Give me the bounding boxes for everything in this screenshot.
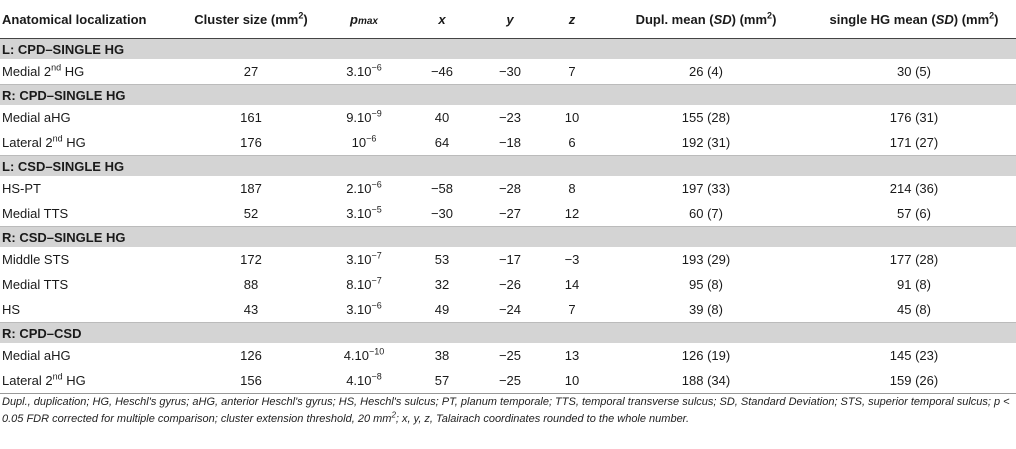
cell-cluster-size: 161 bbox=[240, 110, 262, 125]
cell-dupl-mean: 26 (4) bbox=[689, 64, 723, 79]
cell-y: −18 bbox=[498, 135, 522, 150]
cell-dupl-mean: 155 (28) bbox=[681, 110, 731, 125]
section-title: L: CPD–SINGLE HG bbox=[0, 39, 1016, 60]
cell-y: −25 bbox=[498, 348, 522, 363]
cell-z: 10 bbox=[564, 110, 580, 125]
section-title: L: CSD–SINGLE HG bbox=[0, 156, 1016, 177]
cell-z: 8 bbox=[568, 181, 576, 196]
cell-localization: Medial TTS bbox=[2, 277, 69, 292]
cell-localization: Medial TTS bbox=[2, 206, 69, 221]
cell-pmax: $10^{-6}$ bbox=[351, 133, 377, 150]
cell-x: 49 bbox=[434, 302, 450, 317]
cell-z: 7 bbox=[568, 302, 576, 317]
cell-single-hg-mean: 171 (27) bbox=[889, 135, 939, 150]
cell-cluster-size: 88 bbox=[243, 277, 259, 292]
cell-dupl-mean: 193 (29) bbox=[681, 252, 731, 267]
cell-cluster-size: 172 bbox=[240, 252, 262, 267]
section-header-row bbox=[0, 227, 1016, 248]
table-row bbox=[0, 297, 1016, 323]
header-localization: Anatomical localization bbox=[0, 0, 182, 39]
cell-x: 53 bbox=[434, 252, 450, 267]
table-row bbox=[0, 247, 1016, 272]
table-row bbox=[0, 59, 1016, 85]
header-dupl-mean: Dupl. mean (SD) $(mm^2)$ bbox=[600, 0, 812, 39]
cell-z: 7 bbox=[568, 64, 576, 79]
table-row bbox=[0, 201, 1016, 227]
cell-dupl-mean: 188 (34) bbox=[600, 368, 812, 394]
section-title: R: CSD–SINGLE HG bbox=[0, 227, 1016, 248]
cell-localization: HS-PT bbox=[2, 181, 41, 196]
cell-single-hg-mean: 57 (6) bbox=[897, 206, 931, 221]
cell-z: 12 bbox=[564, 206, 580, 221]
cell-pmax: $3.10^{-6}$ bbox=[346, 62, 382, 79]
cell-y: −24 bbox=[498, 302, 522, 317]
cell-x: −58 bbox=[430, 181, 454, 196]
cell-pmax: $3.10^{-5}$ bbox=[346, 204, 382, 221]
header-y: y bbox=[476, 0, 544, 39]
header-row bbox=[0, 0, 1016, 39]
cell-cluster-size: 52 bbox=[243, 206, 259, 221]
cell-single-hg-mean: 145 (23) bbox=[889, 348, 939, 363]
cell-single-hg-mean: 177 (28) bbox=[889, 252, 939, 267]
cell-localization: Medial aHG bbox=[2, 110, 71, 125]
cell-y: −30 bbox=[498, 64, 522, 79]
cell-pmax: $3.10^{-7}$ bbox=[346, 250, 382, 267]
table-body bbox=[0, 39, 1016, 394]
cell-y: −27 bbox=[498, 206, 522, 221]
cell-dupl-mean: 126 (19) bbox=[681, 348, 731, 363]
section-header-row bbox=[0, 156, 1016, 177]
cell-x: 40 bbox=[434, 110, 450, 125]
section-header-row bbox=[0, 323, 1016, 344]
cell-z: 14 bbox=[564, 277, 580, 292]
cell-y: −28 bbox=[498, 181, 522, 196]
cell-x: 64 bbox=[434, 135, 450, 150]
cell-pmax: $3.10^{-6}$ bbox=[346, 300, 382, 317]
cell-cluster-size: 126 bbox=[240, 348, 262, 363]
cell-localization: HS bbox=[2, 302, 21, 317]
cell-z: 6 bbox=[568, 135, 576, 150]
header-z: z bbox=[544, 0, 600, 39]
cell-y: −23 bbox=[498, 110, 522, 125]
cell-x: −46 bbox=[430, 64, 454, 79]
cell-cluster-size: 27 bbox=[243, 64, 259, 79]
cell-dupl-mean: 60 (7) bbox=[689, 206, 723, 221]
cell-pmax: $4.10^{-10}$ bbox=[343, 346, 385, 363]
table-row bbox=[0, 343, 1016, 368]
cell-pmax: $8.10^{-7}$ bbox=[346, 275, 382, 292]
cell-x: 32 bbox=[434, 277, 450, 292]
cell-y: −26 bbox=[498, 277, 522, 292]
table-row bbox=[0, 105, 1016, 130]
cell-dupl-mean: 192 (31) bbox=[681, 135, 731, 150]
section-title: R: CPD–SINGLE HG bbox=[0, 85, 1016, 106]
cell-y: −17 bbox=[498, 252, 522, 267]
cell-x: 38 bbox=[434, 348, 450, 363]
cell-x: 57 bbox=[408, 368, 476, 394]
cell-single-hg-mean: 30 (5) bbox=[897, 64, 931, 79]
cell-pmax: $9.10^{-9}$ bbox=[346, 108, 382, 125]
header-cluster-size: Cluster size $(mm^2)$ bbox=[182, 0, 320, 39]
cell-pmax: $2.10^{-6}$ bbox=[346, 179, 382, 196]
section-title: R: CPD–CSD bbox=[0, 323, 1016, 344]
cell-dupl-mean: 95 (8) bbox=[689, 277, 723, 292]
cell-single-hg-mean: 159 (26) bbox=[812, 368, 1016, 394]
cell-dupl-mean: 197 (33) bbox=[681, 181, 731, 196]
section-header-row bbox=[0, 39, 1016, 60]
header-pmax: pmax bbox=[320, 0, 408, 39]
table-row bbox=[0, 176, 1016, 201]
table-row bbox=[0, 272, 1016, 297]
cell-cluster-size: 43 bbox=[243, 302, 259, 317]
cell-cluster-size: 156 bbox=[182, 368, 320, 394]
table-row bbox=[0, 368, 1016, 394]
cell-z: 13 bbox=[564, 348, 580, 363]
table-row bbox=[0, 130, 1016, 156]
cell-single-hg-mean: 214 (36) bbox=[889, 181, 939, 196]
header-single-hg-mean: single HG mean (SD) $(mm^2)$ bbox=[812, 0, 1016, 39]
table-footnote: Dupl., duplication; HG, Heschl's gyrus; aHG, anterior Heschl's gyrus; HS, Heschl's sulcus; PT, planum temporale; TTS, temporal transverse sulcus; SD, Standard Deviation; STS, superior temporal sulcus; p < 0.05 FDR corrected for multiple comparison; cluster extension threshold, 20 $mm^2$; x, y, z, Talairach coordinates rounded to the whole number. bbox=[2, 396, 1010, 425]
cell-cluster-size: 187 bbox=[240, 181, 262, 196]
cell-localization: Medial aHG bbox=[2, 348, 71, 363]
cell-localization: Lateral 2nd HG bbox=[0, 368, 182, 394]
cell-localization: Lateral 2nd HG bbox=[2, 133, 86, 150]
cell-dupl-mean: 39 (8) bbox=[689, 302, 723, 317]
cell-cluster-size: 176 bbox=[240, 135, 262, 150]
cell-single-hg-mean: 45 (8) bbox=[897, 302, 931, 317]
cell-localization: Medial 2nd HG bbox=[2, 62, 85, 79]
cell-single-hg-mean: 91 (8) bbox=[897, 277, 931, 292]
cell-localization: Middle STS bbox=[2, 252, 70, 267]
cell-y: −25 bbox=[476, 368, 544, 394]
cell-pmax: $4.10^{-8}$ bbox=[320, 368, 408, 394]
header-x: x bbox=[408, 0, 476, 39]
cell-x: −30 bbox=[430, 206, 454, 221]
section-header-row bbox=[0, 85, 1016, 106]
cell-z: −3 bbox=[564, 252, 580, 267]
cell-z: 10 bbox=[544, 368, 600, 394]
cell-single-hg-mean: 176 (31) bbox=[889, 110, 939, 125]
